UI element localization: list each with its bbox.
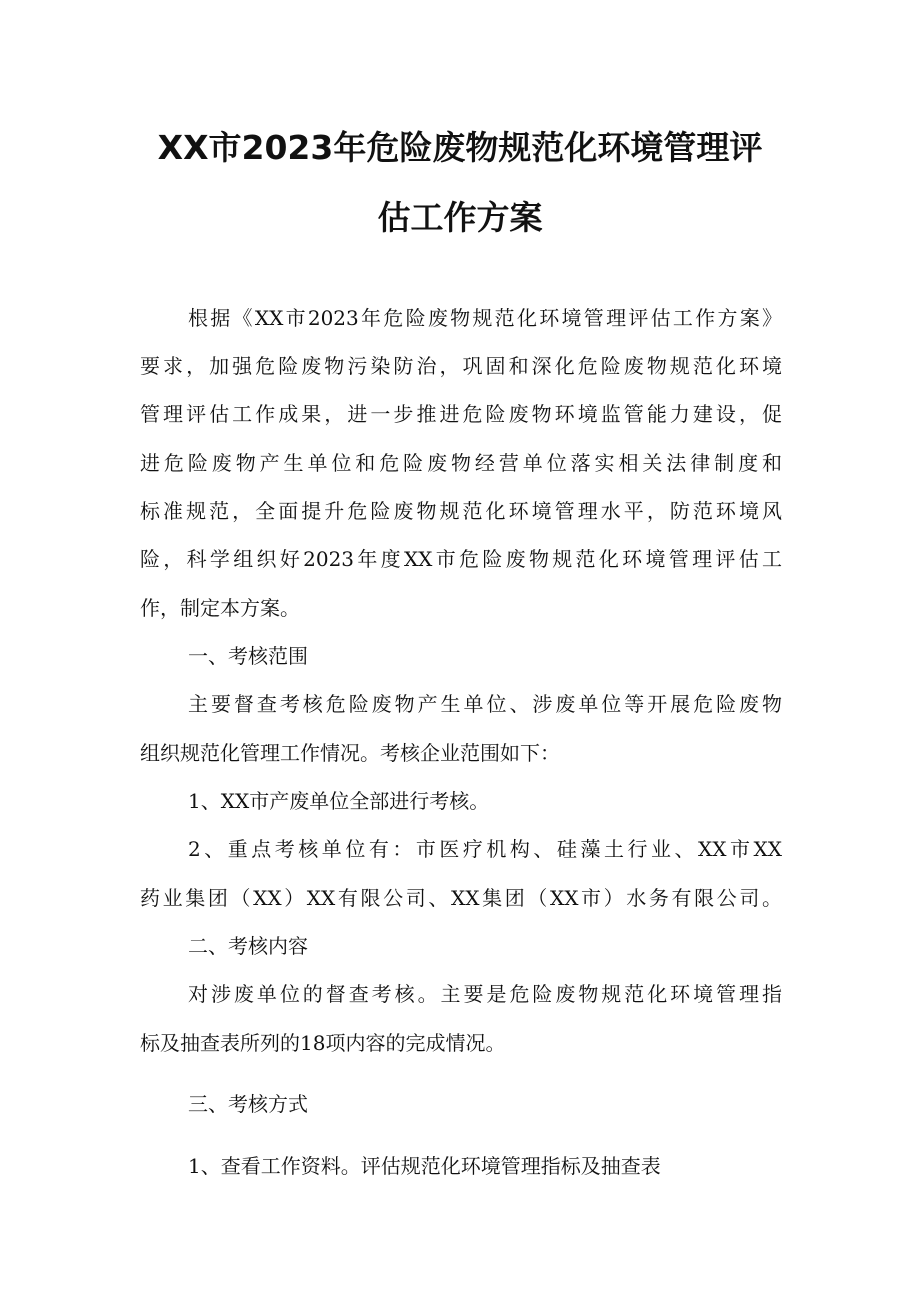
paragraph-line: 标及抽查表所列的18项内容的完成情况。 xyxy=(140,1031,506,1055)
section-heading: 三、考核方式 xyxy=(188,1092,308,1116)
paragraph-line: 标准规范，全面提升危险废物规范化环境管理水平，防范环境风 xyxy=(140,499,782,523)
paragraph-line: 险，科学组织好2023年度XX市危险废物规范化环境管理评估工 xyxy=(140,547,782,571)
document-title-line-2: 估工作方案 xyxy=(377,198,543,237)
section-heading: 一、考核范围 xyxy=(188,644,308,668)
list-item: 1、查看工作资料。评估规范化环境管理指标及抽查表 xyxy=(188,1154,661,1178)
paragraph-line: 根据《XX市2023年危险废物规范化环境管理评估工作方案》 xyxy=(188,306,782,330)
paragraph-line: 对涉废单位的督查考核。主要是危险废物规范化环境管理指 xyxy=(188,982,782,1006)
list-item: 1、XX市产废单位全部进行考核。 xyxy=(188,789,490,813)
paragraph-line: 作，制定本方案。 xyxy=(140,596,300,620)
section-heading: 二、考核内容 xyxy=(188,934,308,958)
paragraph-line: 进危险废物产生单位和危险废物经营单位落实相关法律制度和 xyxy=(140,451,782,475)
paragraph-line: 组织规范化管理工作情况。考核企业范围如下： xyxy=(140,741,560,765)
document-title-line-1: XX市2023年危险废物规范化环境管理评 xyxy=(157,128,763,167)
paragraph-line: 主要督查考核危险废物产生单位、涉废单位等开展危险废物 xyxy=(188,692,782,716)
paragraph-line: 要求，加强危险废物污染防治，巩固和深化危险废物规范化环境 xyxy=(140,354,782,378)
list-item: 2、重点考核单位有：市医疗机构、硅藻土行业、XX市XX xyxy=(188,837,782,861)
paragraph-line: 药业集团（XX）XX有限公司、XX集团（XX市）水务有限公司。 xyxy=(140,886,782,910)
paragraph-line: 管理评估工作成果，进一步推进危险废物环境监管能力建设，促 xyxy=(140,402,782,426)
